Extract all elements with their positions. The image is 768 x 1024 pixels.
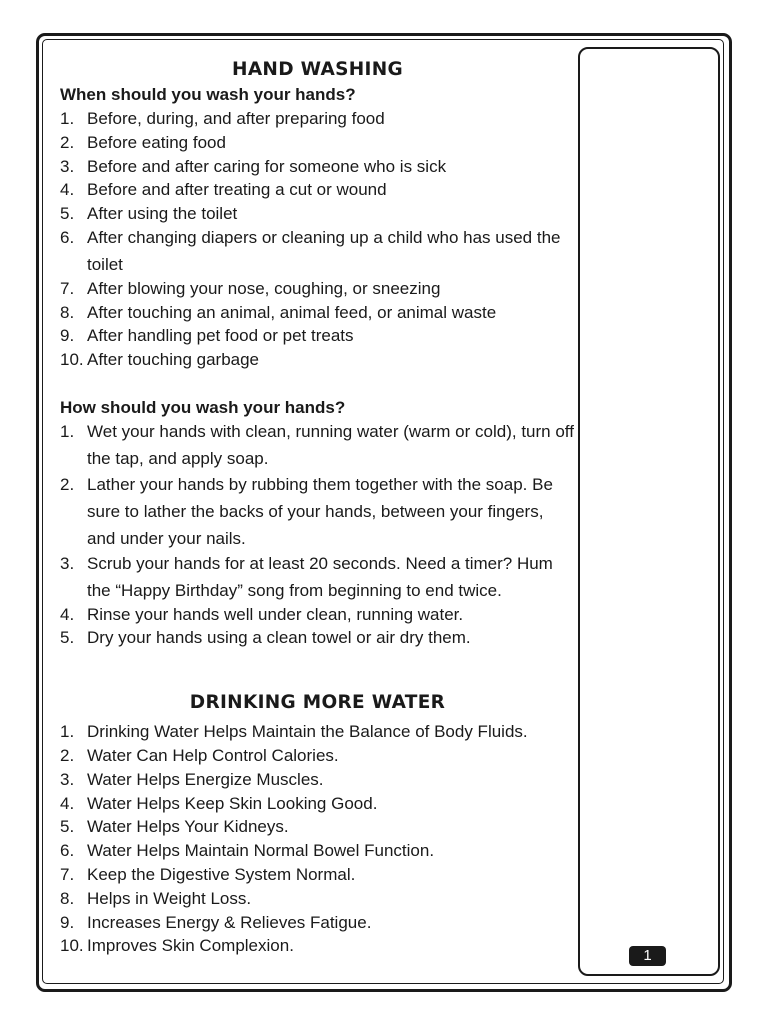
list-item bbox=[60, 348, 575, 372]
hand-washing-title: HAND WASHING bbox=[232, 59, 403, 80]
list-item-number: 3. bbox=[60, 554, 75, 574]
list-item-number: 1. bbox=[60, 722, 75, 742]
list-item bbox=[60, 178, 575, 202]
list-item-number: 3. bbox=[60, 156, 75, 176]
list-item-number: 5. bbox=[60, 204, 75, 224]
list-item-text: After using the toilet bbox=[87, 204, 238, 224]
list-item-number: 4. bbox=[60, 604, 75, 624]
how-list bbox=[60, 418, 575, 650]
list-item bbox=[60, 301, 575, 325]
list-item-number: 5. bbox=[60, 817, 75, 837]
list-item-text: Dry your hands using a clean towel or air dry them. bbox=[87, 628, 471, 648]
list-item bbox=[60, 277, 575, 301]
list-item-text: Helps in Weight Loss. bbox=[87, 888, 252, 908]
list-item bbox=[60, 934, 575, 958]
list-item bbox=[60, 863, 575, 887]
list-item-text: Scrub your hands for at least 20 seconds. Need a timer? Hum the “Happy Birthday” song from beginning to end twice. bbox=[87, 554, 553, 601]
how-question: How should you wash your hands? bbox=[60, 397, 346, 417]
list-item-text: Rinse your hands well under clean, running water. bbox=[87, 604, 464, 624]
list-item bbox=[60, 744, 575, 768]
list-item-text: Lather your hands by rubbing them together with the soap. Be sure to lather the backs of your hands, between your fingers, and under your nails. bbox=[87, 474, 553, 548]
list-item-text: Water Helps Keep Skin Looking Good. bbox=[87, 793, 378, 813]
list-item-number: 4. bbox=[60, 180, 75, 200]
list-item-number: 8. bbox=[60, 888, 75, 908]
list-item bbox=[60, 626, 575, 650]
list-item-text: Keep the Digestive System Normal. bbox=[87, 864, 356, 884]
list-item-number: 5. bbox=[60, 628, 75, 648]
list-item-number: 8. bbox=[60, 302, 75, 322]
list-item-text: Water Can Help Control Calories. bbox=[87, 746, 339, 765]
water-benefits-list bbox=[60, 720, 575, 958]
list-item-text: After changing diapers or cleaning up a child who has used the toilet bbox=[87, 228, 561, 275]
list-item bbox=[60, 131, 575, 155]
list-item bbox=[60, 815, 575, 839]
list-item bbox=[60, 839, 575, 863]
list-item-text: Drinking Water Helps Maintain the Balance of Body Fluids. bbox=[87, 722, 528, 742]
list-item-number: 3. bbox=[60, 769, 75, 789]
when-question: When should you wash your hands? bbox=[60, 85, 356, 104]
list-item-text: Water Helps Maintain Normal Bowel Function. bbox=[87, 841, 435, 861]
list-item-number: 6. bbox=[60, 841, 75, 861]
list-item-text: After handling pet food or pet treats bbox=[87, 326, 354, 346]
list-item-text: Wet your hands with clean, running water (warm or cold), turn off the tap, and apply soap. bbox=[87, 422, 574, 469]
drinking-water-title: DRINKING MORE WATER bbox=[189, 692, 446, 714]
list-item bbox=[60, 224, 575, 278]
list-item bbox=[60, 768, 575, 792]
list-item bbox=[60, 471, 575, 552]
side-margin-panel bbox=[578, 47, 720, 976]
list-item-number: 10. bbox=[60, 936, 84, 956]
list-item-number: 2. bbox=[60, 474, 75, 494]
list-item-number: 1. bbox=[60, 422, 75, 442]
list-item-text: Before eating food bbox=[87, 132, 226, 152]
list-item bbox=[60, 418, 575, 472]
list-item-text: After touching garbage bbox=[87, 350, 260, 370]
list-item bbox=[60, 603, 575, 627]
when-list bbox=[60, 107, 575, 372]
page-number-badge: 1 bbox=[629, 946, 666, 966]
list-item-number: 2. bbox=[60, 132, 75, 152]
list-item bbox=[60, 202, 575, 226]
list-item bbox=[60, 911, 575, 935]
list-item bbox=[60, 155, 575, 179]
list-item bbox=[60, 324, 575, 348]
list-item bbox=[60, 720, 575, 744]
list-item-number: 4. bbox=[60, 793, 75, 813]
document-content bbox=[60, 57, 575, 958]
list-item-text: After blowing your nose, coughing, or sneezing bbox=[87, 278, 441, 298]
list-item bbox=[60, 107, 575, 131]
list-item-number: 6. bbox=[60, 228, 75, 248]
list-item bbox=[60, 792, 575, 816]
list-item-text: Increases Energy & Relieves Fatigue. bbox=[87, 912, 372, 932]
list-item-number: 9. bbox=[60, 326, 75, 346]
list-item-number: 1. bbox=[60, 109, 75, 128]
list-item-text: After touching an animal, animal feed, or animal waste bbox=[87, 302, 497, 322]
list-item-text: Water Helps Your Kidneys. bbox=[87, 817, 289, 837]
list-item-number: 10. bbox=[60, 350, 84, 370]
list-item bbox=[60, 887, 575, 911]
list-item-number: 7. bbox=[60, 278, 75, 298]
list-item-text: Before and after treating a cut or wound bbox=[87, 180, 387, 200]
list-item-number: 9. bbox=[60, 912, 75, 932]
list-item-number: 7. bbox=[60, 864, 75, 884]
list-item-text: Before and after caring for someone who is sick bbox=[87, 156, 447, 176]
list-item-text: Water Helps Energize Muscles. bbox=[87, 769, 324, 789]
list-item-number: 2. bbox=[60, 746, 75, 765]
list-item-text: Improves Skin Complexion. bbox=[87, 936, 294, 956]
list-item bbox=[60, 550, 575, 604]
list-item-text: Before, during, and after preparing food bbox=[87, 109, 385, 128]
